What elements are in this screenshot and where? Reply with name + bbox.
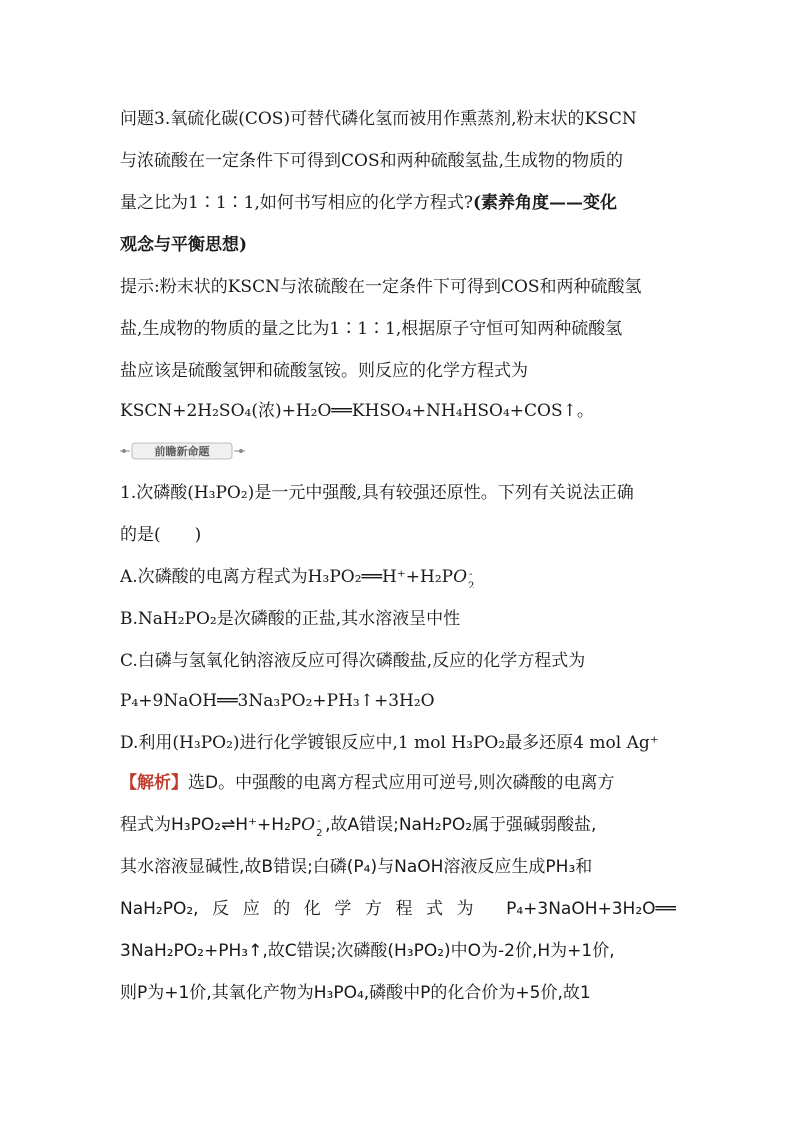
analysis-line5: 3NaH₂PO₂+PH₃↑,故C错误;次磷酸(H₃PO₂)中O为-2价,H为+1价,	[120, 941, 615, 961]
analysis-line3: 其水溶液显碱性,故B错误;白磷(P₄)与NaOH溶液反应生成PH₃和	[120, 857, 593, 877]
analysis-line2-subsup	[315, 815, 325, 835]
option-c-line2: P₄+9NaOH══3Na₃PO₂+PH₃↑+3H₂O	[120, 691, 435, 711]
hint-equation: KSCN+2H₂SO₄(浓)+H₂O══KHSO₄+NH₄HSO₄+COS↑。	[120, 401, 594, 421]
analysis-line2-text-a: 程式为H₃PO₂⇌H⁺+H₂P	[120, 815, 302, 835]
analysis-line2-sup: -	[317, 816, 321, 827]
question1-stem-line1: 1.次磷酸(H₃PO₂)是一元中强酸,具有较强还原性。下列有关说法正确	[120, 483, 634, 503]
divider-left-dot	[122, 449, 126, 453]
option-b: B.NaH₂PO₂是次磷酸的正盐,其水溶液呈中性	[120, 609, 461, 629]
divider-label: 前瞻新命题	[154, 445, 210, 458]
option-a-subsup	[467, 568, 477, 588]
option-d: D.利用(H₃PO₂)进行化学镀银反应中,1 mol H₃PO₂最多还原4 mol Ag⁺	[120, 733, 659, 753]
option-a-sub: 2	[468, 580, 475, 588]
competency-tag: (素养角度——变化	[472, 193, 618, 213]
question3-line3	[120, 192, 676, 214]
option-a-text: A.次磷酸的电离方程式为H₃PO₂══H⁺+H₂P	[120, 567, 454, 587]
question3-line2: 与浓硫酸在一定条件下可得到COS和两种硫酸氢盐,生成物的物质的	[120, 151, 623, 171]
hint-line2: 盐,生成物的物质的量之比为1∶1∶1,根据原子守恒可知两种硫酸氢	[120, 319, 623, 339]
analysis-line2	[120, 814, 676, 836]
analysis-line2-o: O	[301, 815, 316, 835]
analysis-line2-text-b: ,故A错误;NaH₂PO₂属于强碱弱酸盐,	[325, 815, 597, 835]
question3-line3-text: 量之比为1∶1∶1,如何书写相应的化学方程式?	[120, 193, 473, 213]
analysis-line4: NaH₂PO₂,反应的化学方程式为 P₄+3NaOH+3H₂O══	[120, 899, 676, 919]
analysis-line6: 则P为+1价,其氧化产物为H₃PO₄,磷酸中P的化合价为+5价,故1	[120, 983, 591, 1003]
option-a	[120, 566, 676, 588]
analysis-line1-text: 选D。中强酸的电离方程式应用可逆号,则次磷酸的电离方	[188, 773, 615, 793]
option-c-line1: C.白磷与氢氧化钠溶液反应可得次磷酸盐,反应的化学方程式为	[120, 651, 586, 671]
option-a-sup: -	[469, 568, 473, 580]
option-a-o: O	[453, 567, 468, 587]
divider-right-dot	[239, 449, 243, 453]
hint-line1: 提示:粉末状的KSCN与浓硫酸在一定条件下可得到COS和两种硫酸氢	[120, 277, 642, 297]
analysis-line1	[120, 772, 676, 794]
question3-line1: 问题3.氧硫化碳(COS)可替代磷化氢而被用作熏蒸剂,粉末状的KSCN	[120, 109, 637, 129]
hint-line3: 盐应该是硫酸氢钾和硫酸氢铵。则反应的化学方程式为	[120, 361, 528, 381]
analysis-line2-sub: 2	[316, 828, 323, 836]
question1-stem-line2: 的是( )	[120, 525, 202, 545]
analysis-tag: 【解析】	[120, 773, 188, 793]
section-divider-banner	[120, 440, 245, 462]
competency-tag-cont: 观念与平衡思想)	[120, 235, 248, 255]
